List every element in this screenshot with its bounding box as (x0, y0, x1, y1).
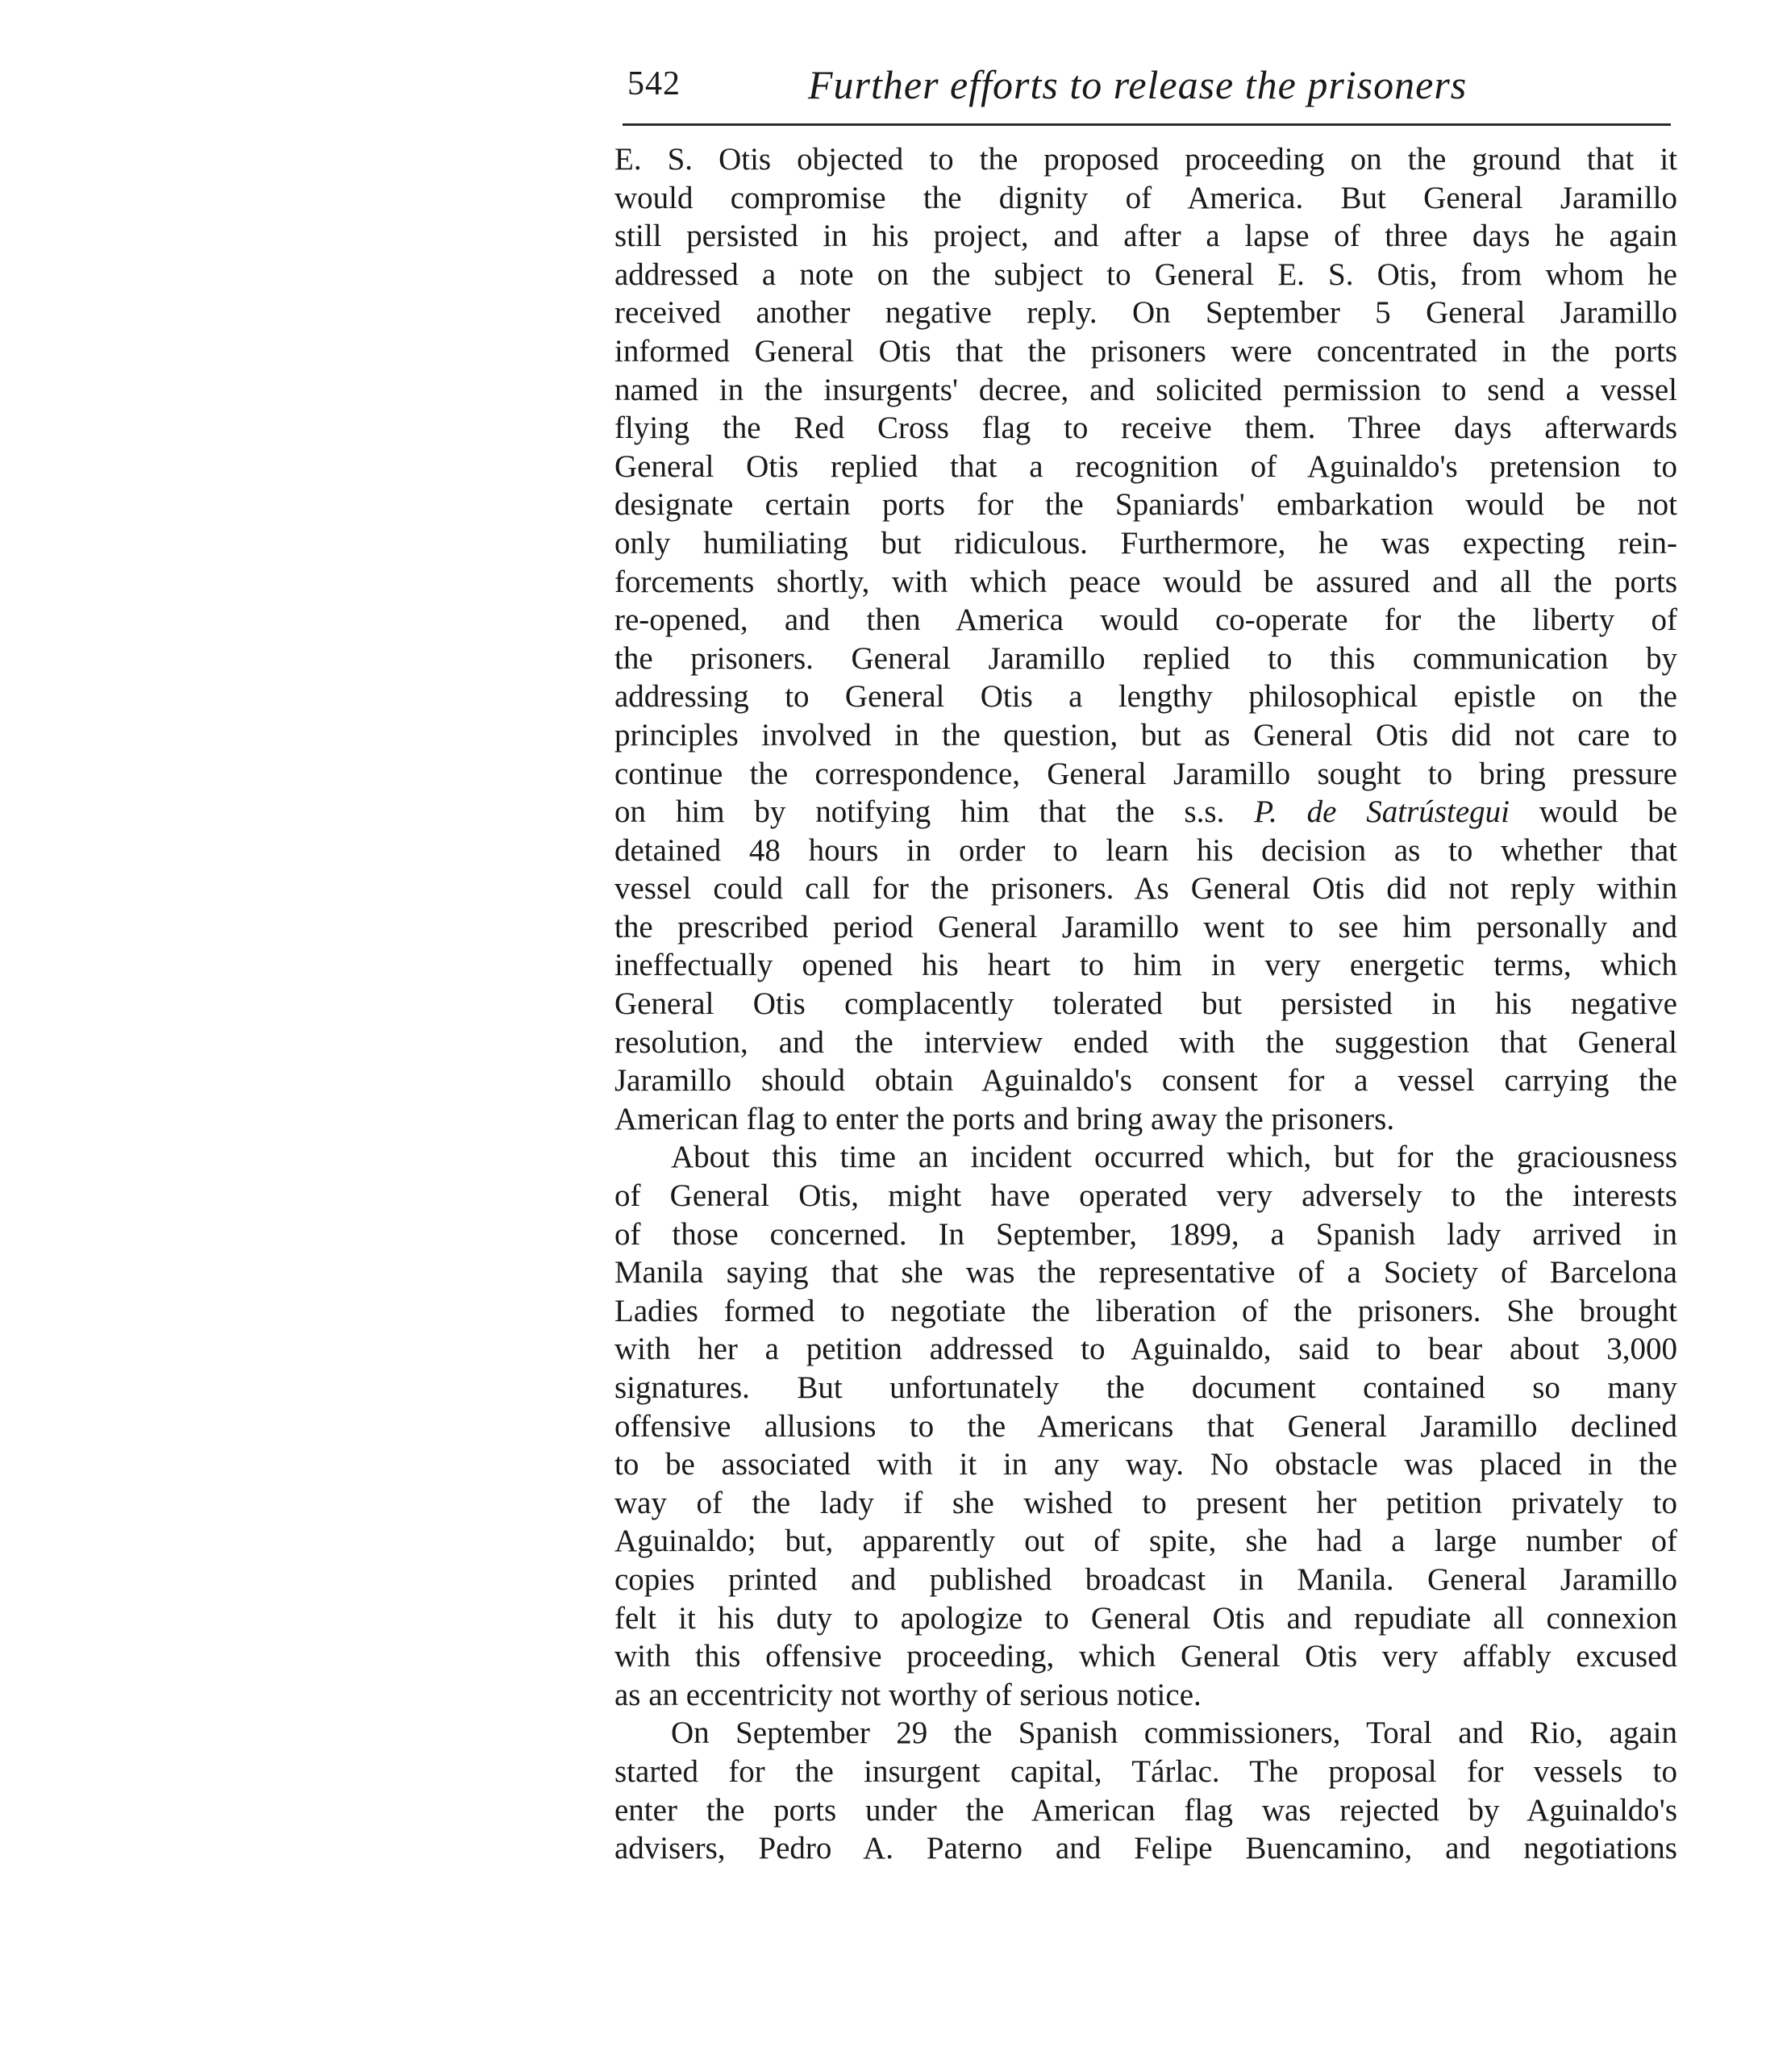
text-line: offensive allusions to the Americans that General Jaramillo declined (614, 1408, 1677, 1444)
text-line: General Otis complacently tolerated but persisted in his negative (614, 986, 1677, 1022)
page-number: 542 (627, 65, 681, 102)
text-line: flying the Red Cross flag to receive them. Three days afterwards (614, 411, 1677, 446)
text-line: Manila saying that she was the representative of a Society of Barcelona (614, 1255, 1677, 1290)
text-line: re-opened, and then America would co-operate for the liberty of (614, 602, 1677, 638)
text-line: Jaramillo should obtain Aguinaldo's consent for a vessel carrying the (614, 1063, 1677, 1099)
text-line: felt it his duty to apologize to General Otis and repudiate all connexion (614, 1600, 1677, 1636)
text-line: forcements shortly, with which peace would be assured and all the ports (614, 564, 1677, 599)
paragraph-2 (614, 1138, 1677, 1714)
text-line: with this offensive proceeding, which General Otis very affably excused (614, 1639, 1677, 1674)
text-line: About this time an incident occurred which, but for the graciousness (671, 1140, 1677, 1175)
text-line: copies printed and published broadcast in Manila. General Jaramillo (614, 1561, 1677, 1597)
text-line: of General Otis, might have operated very adversely to the interests (614, 1178, 1677, 1214)
text-line: designate certain ports for the Spaniards' embarkation would be not (614, 487, 1677, 523)
text-line: with her a petition addressed to Aguinaldo, said to bear about 3,000 (614, 1332, 1677, 1367)
text-line: enter the ports under the American flag was rejected by Aguinaldo's (614, 1792, 1677, 1828)
body-text (614, 140, 1677, 1868)
text-line: way of the lady if she wished to present her petition privately to (614, 1485, 1677, 1520)
text-line: General Otis replied that a recognition of Aguinaldo's pretension to (614, 448, 1677, 484)
text-line: vessel could call for the prisoners. As General Otis did not reply within (614, 871, 1677, 907)
text-line: of those concerned. In September, 1899, a Spanish lady arrived in (614, 1216, 1677, 1252)
ship-name: P. de Satrústegui (1254, 794, 1510, 830)
text-line: started for the insurgent capital, Tárlac. The proposal for vessels to (614, 1753, 1677, 1789)
text-line: American flag to enter the ports and bring away the prisoners. (614, 1101, 1395, 1136)
paragraph-1 (614, 140, 1677, 1138)
text-line: resolution, and the interview ended with the suggestion that General (614, 1024, 1677, 1060)
text-line: received another negative reply. On September 5 General Jaramillo (614, 295, 1677, 331)
text-line: addressed a note on the subject to General E. S. Otis, from whom he (614, 256, 1677, 292)
text-line: signatures. But unfortunately the document contained so many (614, 1370, 1677, 1405)
text-line: On September 29 the Spanish commissioners, Toral and Rio, again (671, 1716, 1677, 1751)
text-segment: would be (1539, 794, 1678, 830)
text-line: only humiliating but ridiculous. Furthermore, he was expecting rein- (614, 525, 1677, 561)
header-rule (623, 123, 1671, 126)
text-line: advisers, Pedro A. Paterno and Felipe Buencamino, and negotiations (614, 1831, 1677, 1866)
text-line: detained 48 hours in order to learn his decision as to whether that (614, 832, 1677, 868)
text-line: E. S. Otis objected to the proposed proceeding on the ground that it (614, 142, 1677, 177)
text-line: would compromise the dignity of America. But General Jaramillo (614, 180, 1677, 215)
text-line: Aguinaldo; but, apparently out of spite, she had a large number of (614, 1524, 1677, 1559)
text-line: named in the insurgents' decree, and solicited permission to send a vessel (614, 372, 1677, 407)
text-line: addressing to General Otis a lengthy philosophical epistle on the (614, 679, 1677, 715)
text-line: to be associated with it in any way. No obstacle was placed in the (614, 1447, 1677, 1482)
text-line: informed General Otis that the prisoners were concentrated in the ports (614, 333, 1677, 369)
text-line: the prescribed period General Jaramillo went to see him personally and (614, 909, 1677, 944)
text-line: principles involved in the question, but as General Otis did not care to (614, 717, 1677, 753)
text-segment: on him by notifying him that the s.s. (614, 794, 1225, 830)
text-line: still persisted in his project, and after a lapse of three days he again (614, 219, 1677, 254)
text-line: the prisoners. General Jaramillo replied to this communication by (614, 640, 1677, 676)
paragraph-3 (614, 1714, 1677, 1867)
running-head (623, 58, 1671, 115)
text-line: Ladies formed to negotiate the liberation of the prisoners. She brought (614, 1293, 1677, 1328)
text-line: as an eccentricity not worthy of serious notice. (614, 1677, 1202, 1712)
running-title: Further efforts to release the prisoners (808, 62, 1468, 107)
text-line: ineffectually opened his heart to him in very energetic terms, which (614, 948, 1677, 983)
text-line: continue the correspondence, General Jaramillo sought to bring pressure (614, 756, 1677, 791)
text-line-with-ship-name (614, 793, 1677, 832)
